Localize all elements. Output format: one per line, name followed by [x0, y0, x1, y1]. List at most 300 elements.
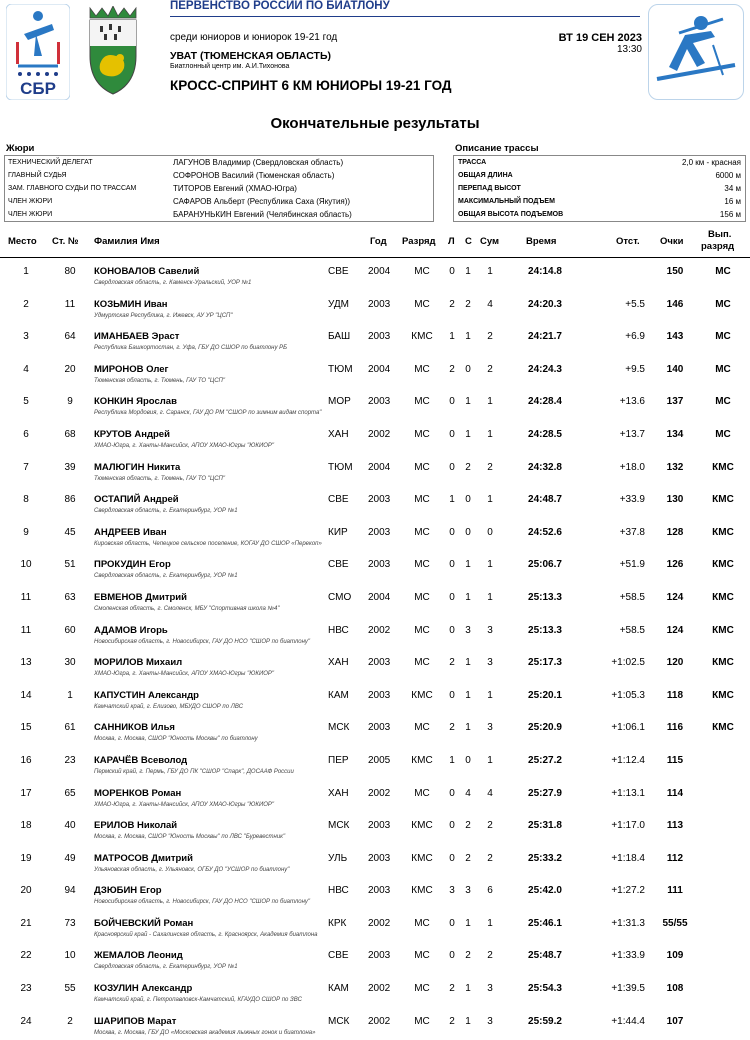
gap-cell: +1:05.3: [611, 689, 645, 701]
time-cell: 25:42.0: [528, 885, 562, 897]
course-label: ТРАССА: [458, 159, 487, 166]
athlete-name: АДАМОВ Игорь: [94, 624, 168, 636]
col-bib: Ст. №: [52, 236, 79, 247]
athlete-name: ПРОКУДИН Егор: [94, 559, 171, 571]
category-text: среди юниоров и юниорок 19-21 год: [170, 32, 338, 43]
standing-misses-cell: 2: [465, 852, 471, 864]
bib-cell: 60: [64, 624, 76, 636]
col-new-rank: Вып.: [708, 229, 732, 240]
jury-role: ЗАМ. ГЛАВНОГО СУДЬИ ПО ТРАССАМ: [8, 185, 137, 192]
course-value: 156 м: [719, 210, 741, 219]
course-label: ОБЩАЯ ДЛИНА: [458, 172, 513, 179]
region-cell: КИР: [328, 526, 348, 538]
biathlete-logo: [648, 4, 744, 100]
athlete-name: ЖЕМАЛОВ Леонид: [94, 950, 183, 962]
region-cell: УЛЬ: [328, 852, 348, 864]
athlete-name: КОЗЬМИН Иван: [94, 298, 168, 310]
event-venue: Биатлонный центр им. А.И.Тихонова: [170, 63, 290, 70]
time-cell: 25:54.3: [528, 983, 562, 995]
table-row: [0, 780, 750, 813]
prone-misses-cell: 0: [449, 689, 455, 701]
jury-role: ТЕХНИЧЕСКИЙ ДЕЛЕГАТ: [8, 159, 93, 166]
gap-cell: +1:39.5: [611, 983, 645, 995]
bib-cell: 45: [64, 526, 76, 538]
standing-misses-cell: 0: [465, 754, 471, 766]
athlete-name: КРУТОВ Андрей: [94, 428, 170, 440]
gap-cell: +1:13.1: [611, 787, 645, 799]
region-cell: СВЕ: [328, 559, 349, 571]
rank-cell: МС: [414, 559, 430, 571]
athlete-name: ЕРИЛОВ Николай: [94, 820, 178, 832]
jury-role: ГЛАВНЫЙ СУДЬЯ: [8, 172, 67, 179]
athlete-name: КАРАЧЁВ Всеволод: [94, 754, 188, 766]
rank-cell: МС: [414, 624, 430, 636]
new-rank-cell: КМС: [712, 526, 734, 538]
club-cell: Удмуртская Республика, г. Ижевск, АУ УР "ЦСП": [94, 312, 233, 319]
club-cell: Кировская область, Чепецкое сельское поселение, КОГАУ ДО СШОР «Перекоп»: [94, 540, 322, 547]
year-cell: 2002: [368, 1015, 391, 1027]
table-row: [0, 617, 750, 650]
championship-title: ПЕРВЕНСТВО РОССИИ ПО БИАТЛОНУ: [170, 0, 390, 12]
rank-cell: МС: [414, 722, 430, 734]
course-row: [454, 208, 745, 221]
course-row: [454, 195, 745, 208]
col-time: Время: [526, 236, 557, 247]
time-cell: 25:13.3: [528, 624, 562, 636]
jury-person: СОФРОНОВ Василий (Тюменская область): [173, 171, 335, 180]
time-cell: 25:46.1: [528, 917, 562, 929]
time-cell: 25:33.2: [528, 852, 562, 864]
club-cell: Новосибирская область, г. Новосибирск, ГАУ ДО НСО "СШОР по биатлону": [94, 638, 311, 645]
athlete-name: БОЙЧЕВСКИЙ Роман: [94, 917, 194, 929]
bib-cell: 9: [67, 396, 73, 408]
region-cell: ХАН: [328, 787, 349, 799]
region-cell: УДМ: [328, 298, 350, 310]
prone-misses-cell: 0: [449, 428, 455, 440]
sbr-logo: [6, 4, 70, 100]
results-table: [0, 258, 750, 1040]
time-cell: 25:27.9: [528, 787, 562, 799]
rank-cell: МС: [414, 266, 430, 277]
region-cell: ТЮМ: [328, 363, 353, 375]
event-time: 13:30: [616, 44, 642, 55]
points-cell: 112: [666, 852, 684, 864]
athlete-name: МИРОНОВ Олег: [94, 363, 169, 375]
jury-row: [5, 182, 433, 195]
gap-cell: +1:27.2: [611, 885, 645, 897]
table-row: [0, 584, 750, 617]
points-cell: 137: [666, 396, 684, 408]
points-cell: 109: [666, 950, 684, 962]
bib-cell: 49: [64, 852, 76, 864]
col-name: Фамилия Имя: [94, 236, 160, 247]
time-cell: 24:52.6: [528, 526, 562, 538]
total-misses-cell: 6: [487, 885, 493, 897]
points-cell: 143: [666, 331, 684, 343]
prone-misses-cell: 1: [449, 331, 455, 343]
region-cell: БАШ: [328, 331, 351, 343]
points-cell: 128: [666, 526, 684, 538]
region-cell: СВЕ: [328, 266, 349, 277]
bib-cell: 61: [64, 722, 76, 734]
table-row: [0, 323, 750, 356]
points-cell: 126: [666, 559, 684, 571]
gap-cell: +6.9: [625, 331, 645, 343]
table-row: [0, 388, 750, 421]
standing-misses-cell: 3: [465, 885, 471, 897]
new-rank-cell: КМС: [712, 722, 734, 734]
new-rank-cell: МС: [715, 363, 731, 375]
gap-cell: +33.9: [619, 494, 645, 506]
year-cell: 2003: [368, 331, 391, 343]
rank-cell: МС: [414, 917, 430, 929]
col-points: Очки: [660, 236, 684, 247]
club-cell: ХМАО-Югра, г. Ханты-Мансийск, АПОУ ХМАО-Югры "ЮКИОР": [94, 671, 275, 678]
new-rank-cell: МС: [715, 298, 731, 310]
year-cell: 2003: [368, 885, 391, 897]
standing-misses-cell: 0: [465, 526, 471, 538]
standing-misses-cell: 2: [465, 298, 471, 310]
total-misses-cell: 2: [487, 363, 493, 375]
region-cell: МСК: [328, 820, 350, 832]
region-cell: НВС: [328, 885, 349, 897]
gap-cell: +13.6: [619, 396, 645, 408]
table-row: [0, 356, 750, 389]
region-cell: ТЮМ: [328, 461, 353, 473]
event-title: КРОСС-СПРИНТ 6 КМ ЮНИОРЫ 19-21 ГОД: [170, 78, 452, 93]
bib-cell: 65: [64, 787, 76, 799]
standing-misses-cell: 0: [465, 494, 471, 506]
table-row: [0, 421, 750, 454]
standing-misses-cell: 1: [465, 266, 471, 277]
rank-cell: КМС: [411, 820, 433, 832]
course-label: ПЕРЕПАД ВЫСОТ: [458, 185, 521, 192]
table-row: [0, 812, 750, 845]
bib-cell: 10: [64, 950, 76, 962]
time-cell: 24:32.8: [528, 461, 562, 473]
table-row: [0, 258, 750, 291]
course-value: 34 м: [724, 184, 741, 193]
total-misses-cell: 2: [487, 950, 493, 962]
standing-misses-cell: 1: [465, 722, 471, 734]
bib-cell: 40: [64, 820, 76, 832]
club-cell: Москва, г. Москва, СШОР "Юность Москвы" по биатлону: [94, 736, 258, 743]
course-heading: Описание трассы: [455, 143, 539, 154]
prone-misses-cell: 2: [449, 657, 455, 669]
rank-cell: КМС: [411, 852, 433, 864]
prone-misses-cell: 2: [449, 298, 455, 310]
athlete-name: ОСТАПИЙ Андрей: [94, 494, 179, 506]
new-rank-cell: КМС: [712, 624, 734, 636]
jury-person: САФАРОВ Альберт (Республика Саха (Якутия)): [173, 197, 351, 206]
table-row: [0, 519, 750, 552]
jury-box: [4, 155, 434, 222]
year-cell: 2002: [368, 428, 391, 440]
points-cell: 111: [667, 885, 683, 897]
gap-cell: +1:44.4: [611, 1015, 645, 1027]
year-cell: 2004: [368, 461, 391, 473]
prone-misses-cell: 0: [449, 950, 455, 962]
new-rank-cell: КМС: [712, 591, 734, 603]
standing-misses-cell: 4: [465, 787, 471, 799]
place-cell: 15: [20, 722, 32, 734]
place-cell: 24: [20, 1015, 32, 1027]
time-cell: 25:20.9: [528, 722, 562, 734]
standing-misses-cell: 2: [465, 950, 471, 962]
time-cell: 25:20.1: [528, 689, 562, 701]
table-row: [0, 1008, 750, 1040]
total-misses-cell: 2: [487, 820, 493, 832]
athlete-name: КОЗУЛИН Александр: [94, 983, 193, 995]
results-title: Окончательные результаты: [270, 115, 480, 132]
col-new-rank-2: разряд: [701, 241, 735, 252]
gap-cell: +1:02.5: [611, 657, 645, 669]
club-cell: Ульяновская область, г. Ульяновск, ОГБУ ДО "УСШОР по биатлону": [94, 866, 290, 873]
region-cell: СВЕ: [328, 950, 349, 962]
club-cell: Пермский край, г. Пермь, ГБУ ДО ПК "СШОР "Спарк", ДОСААФ России: [94, 768, 294, 775]
gap-cell: +18.0: [619, 461, 645, 473]
prone-misses-cell: 2: [449, 363, 455, 375]
bib-cell: 2: [67, 1015, 73, 1027]
time-cell: 24:24.3: [528, 363, 562, 375]
table-row: [0, 747, 750, 780]
time-cell: 25:59.2: [528, 1015, 562, 1027]
standing-misses-cell: 3: [465, 624, 471, 636]
bib-cell: 39: [64, 461, 76, 473]
year-cell: 2003: [368, 298, 391, 310]
points-cell: 132: [666, 461, 684, 473]
new-rank-cell: КМС: [712, 657, 734, 669]
table-row: [0, 975, 750, 1008]
rank-cell: КМС: [411, 689, 433, 701]
table-row: [0, 454, 750, 487]
place-cell: 11: [20, 624, 32, 636]
points-cell: 124: [666, 591, 684, 603]
place-cell: 18: [20, 820, 32, 832]
region-cell: МСК: [328, 722, 350, 734]
points-cell: 120: [666, 657, 684, 669]
bib-cell: 1: [67, 689, 73, 701]
time-cell: 24:28.4: [528, 396, 562, 408]
table-row: [0, 682, 750, 715]
total-misses-cell: 1: [487, 396, 493, 408]
points-cell: 134: [666, 428, 684, 440]
rank-cell: МС: [414, 298, 430, 310]
points-cell: 107: [666, 1015, 684, 1027]
prone-misses-cell: 0: [449, 917, 455, 929]
total-misses-cell: 1: [487, 917, 493, 929]
gap-cell: +9.5: [625, 363, 645, 375]
gap-cell: +1:33.9: [611, 950, 645, 962]
year-cell: 2003: [368, 852, 391, 864]
rank-cell: МС: [414, 526, 430, 538]
club-cell: Камчатский край, г. Елизово, МБУДО СШОР по ЛВС: [94, 703, 244, 710]
year-cell: 2003: [368, 494, 391, 506]
col-place: Место: [8, 236, 37, 247]
gap-cell: +51.9: [619, 559, 645, 571]
standing-misses-cell: 1: [465, 983, 471, 995]
table-row: [0, 845, 750, 878]
bib-cell: 80: [64, 266, 76, 277]
place-cell: 8: [23, 494, 29, 506]
rank-cell: МС: [414, 1015, 430, 1027]
region-cell: СМО: [328, 591, 352, 603]
place-cell: 3: [23, 331, 29, 343]
rank-cell: МС: [414, 494, 430, 506]
new-rank-cell: КМС: [712, 689, 734, 701]
points-cell: 108: [666, 983, 684, 995]
year-cell: 2004: [368, 591, 391, 603]
year-cell: 2002: [368, 983, 391, 995]
time-cell: 24:14.8: [528, 266, 562, 277]
place-cell: 21: [20, 917, 32, 929]
new-rank-cell: КМС: [712, 461, 734, 473]
total-misses-cell: 1: [487, 591, 493, 603]
gap-cell: +1:06.1: [611, 722, 645, 734]
time-cell: 25:48.7: [528, 950, 562, 962]
total-misses-cell: 2: [487, 461, 493, 473]
athlete-name: ШАРИПОВ Марат: [94, 1015, 177, 1027]
year-cell: 2003: [368, 396, 391, 408]
athlete-name: ЕВМЕНОВ Дмитрий: [94, 591, 187, 603]
col-rank: Разряд: [402, 236, 436, 247]
region-cell: МСК: [328, 1015, 350, 1027]
jury-row: [5, 156, 433, 169]
athlete-name: МАТРОСОВ Дмитрий: [94, 852, 193, 864]
bib-cell: 30: [64, 657, 76, 669]
jury-person: БАРАНУНЬКИН Евгений (Челябинская область): [173, 210, 352, 219]
club-cell: Смоленская область, г. Смоленск, МБУ "Спортивная школа №4": [94, 605, 280, 612]
time-cell: 24:48.7: [528, 494, 562, 506]
year-cell: 2004: [368, 266, 391, 277]
total-misses-cell: 1: [487, 754, 493, 766]
jury-row: [5, 195, 433, 208]
prone-misses-cell: 0: [449, 266, 455, 277]
athlete-name: МАЛЮГИН Никита: [94, 461, 181, 473]
club-cell: Свердловская область, г. Екатеринбург, УОР №1: [94, 573, 238, 580]
time-cell: 24:21.7: [528, 331, 562, 343]
event-place: УВАТ (ТЮМЕНСКАЯ ОБЛАСТЬ): [170, 50, 332, 62]
rank-cell: МС: [414, 787, 430, 799]
uvat-crest-icon: [82, 6, 144, 96]
total-misses-cell: 1: [487, 266, 493, 277]
col-year: Год: [370, 236, 387, 247]
total-misses-cell: 2: [487, 331, 493, 343]
total-misses-cell: 3: [487, 657, 493, 669]
jury-role: ЧЛЕН ЖЮРИ: [8, 198, 53, 205]
region-cell: МОР: [328, 396, 351, 408]
athlete-name: МОРЕНКОВ Роман: [94, 787, 182, 799]
place-cell: 1: [23, 266, 29, 277]
place-cell: 11: [20, 591, 32, 603]
gap-cell: +1:17.0: [611, 820, 645, 832]
place-cell: 9: [23, 526, 29, 538]
table-row: [0, 649, 750, 682]
prone-misses-cell: 2: [449, 983, 455, 995]
prone-misses-cell: 0: [449, 396, 455, 408]
jury-role: ЧЛЕН ЖЮРИ: [8, 211, 53, 218]
points-cell: 146: [666, 298, 684, 310]
place-cell: 17: [20, 787, 32, 799]
athlete-name: САННИКОВ Илья: [94, 722, 175, 734]
gap-cell: +1:12.4: [611, 754, 645, 766]
time-cell: 24:28.5: [528, 428, 562, 440]
prone-misses-cell: 0: [449, 820, 455, 832]
points-cell: 116: [666, 722, 684, 734]
bib-cell: 73: [64, 917, 76, 929]
place-cell: 19: [20, 852, 32, 864]
new-rank-cell: МС: [715, 428, 731, 440]
bib-cell: 55: [64, 983, 76, 995]
club-cell: Новосибирская область, г. Новосибирск, ГАУ ДО НСО "СШОР по биатлону": [94, 899, 311, 906]
prone-misses-cell: 2: [449, 722, 455, 734]
year-cell: 2003: [368, 559, 391, 571]
rank-cell: КМС: [411, 331, 433, 343]
place-cell: 4: [23, 363, 29, 375]
sbr-logo-text: СБР: [20, 79, 56, 98]
prone-misses-cell: 3: [449, 885, 455, 897]
total-misses-cell: 1: [487, 689, 493, 701]
year-cell: 2003: [368, 689, 391, 701]
col-s: С: [465, 236, 472, 247]
total-misses-cell: 1: [487, 559, 493, 571]
table-row: [0, 910, 750, 943]
athlete-name: ДЗЮБИН Егор: [94, 885, 162, 897]
athlete-name: КАПУСТИН Александр: [94, 689, 199, 701]
place-cell: 13: [20, 657, 32, 669]
points-cell: 55/55: [662, 917, 688, 929]
new-rank-cell: КМС: [712, 494, 734, 506]
time-cell: 25:06.7: [528, 559, 562, 571]
rank-cell: МС: [414, 363, 430, 375]
course-row: [454, 156, 745, 169]
course-value: 2,0 км - красная: [681, 158, 741, 167]
course-row: [454, 182, 745, 195]
gap-cell: +5.5: [625, 298, 645, 310]
standing-misses-cell: 1: [465, 428, 471, 440]
club-cell: Москва, г. Москва, ГБУ ДО «Московская академия лыжных гонок и биатлона»: [94, 1029, 316, 1036]
course-row: [454, 169, 745, 182]
gap-cell: +58.5: [619, 591, 645, 603]
bib-cell: 86: [64, 494, 76, 506]
gap-cell: +1:31.3: [611, 917, 645, 929]
standing-misses-cell: 0: [465, 363, 471, 375]
table-row: [0, 877, 750, 910]
prone-misses-cell: 0: [449, 852, 455, 864]
place-cell: 6: [23, 428, 29, 440]
standing-misses-cell: 1: [465, 917, 471, 929]
rank-cell: МС: [414, 983, 430, 995]
points-cell: 113: [666, 820, 684, 832]
athlete-name: ИМАНБАЕВ Эраст: [94, 331, 180, 343]
standing-misses-cell: 1: [465, 1015, 471, 1027]
prone-misses-cell: 0: [449, 461, 455, 473]
total-misses-cell: 0: [487, 526, 493, 538]
club-cell: Республика Башкортостан, г. Уфа, ГБУ ДО СШОР по биатлону РБ: [94, 345, 288, 352]
bib-cell: 63: [64, 591, 76, 603]
bib-cell: 94: [64, 885, 76, 897]
club-cell: Свердловская область, г. Екатеринбург, УОР №1: [94, 508, 238, 515]
points-cell: 150: [666, 266, 684, 277]
rank-cell: МС: [414, 591, 430, 603]
jury-heading: Жюри: [6, 143, 35, 154]
jury-row: [5, 169, 433, 182]
total-misses-cell: 3: [487, 722, 493, 734]
course-label: ОБЩАЯ ВЫСОТА ПОДЪЕМОВ: [458, 211, 564, 218]
bib-cell: 68: [64, 428, 76, 440]
place-cell: 10: [20, 559, 32, 571]
time-cell: 25:31.8: [528, 820, 562, 832]
